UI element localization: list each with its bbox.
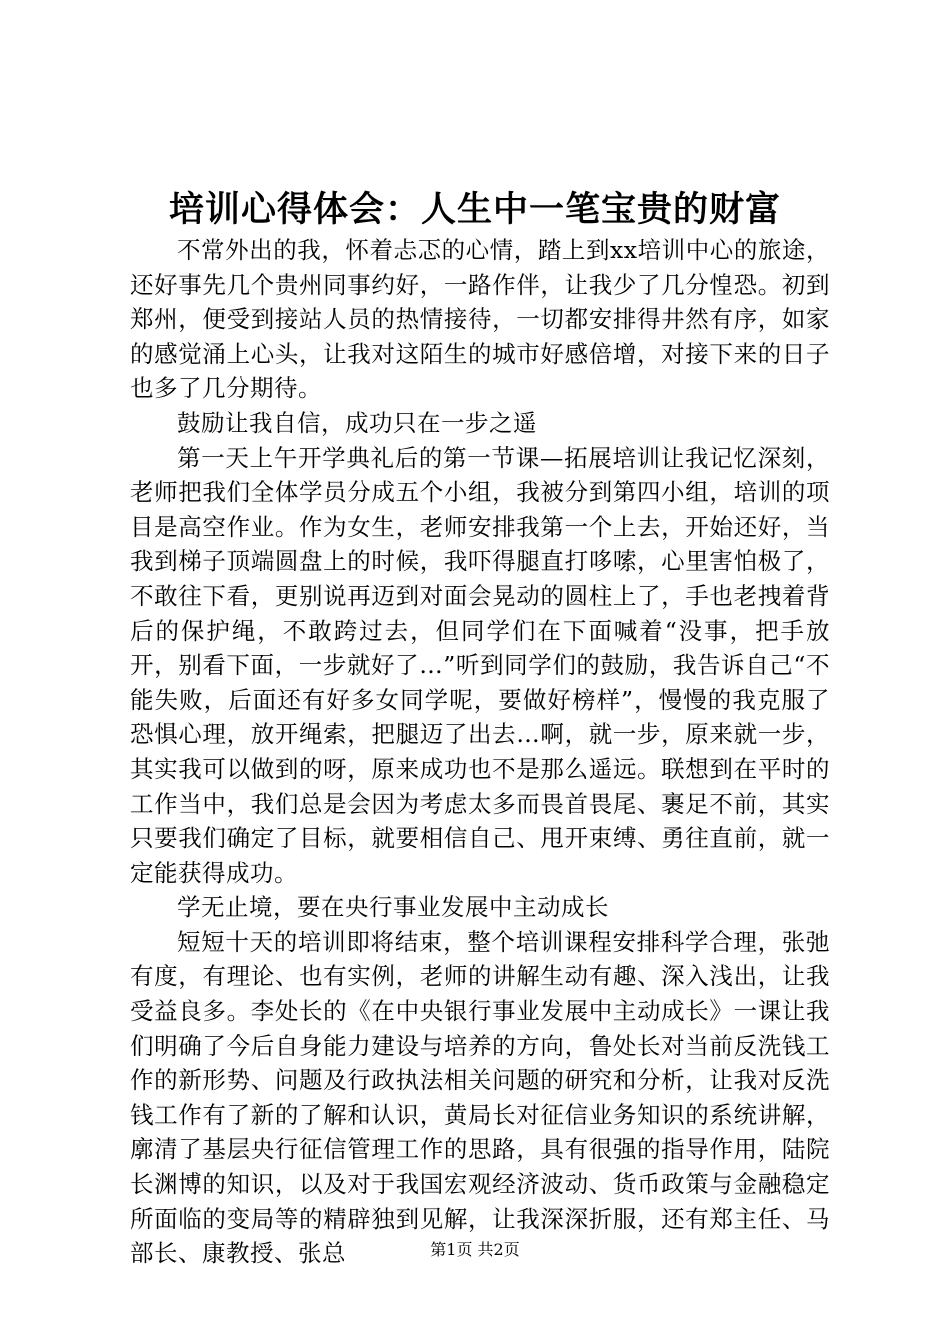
section-heading-encouragement: 鼓励让我自信，成功只在一步之遥 xyxy=(177,408,537,437)
section-heading-learning: 学无止境，要在央行事业发展中主动成长 xyxy=(177,893,609,922)
page-number-footer: 第1页 共2页 xyxy=(430,1240,520,1259)
paragraph-outdoor-training: 第一天上午开学典礼后的第一节课—拓展培训让我记忆深刻，老师把我们全体学员分成五个小组，我被分到第四小组，培训的项目是高空作业。作为女生，老师安排我第一个上去，开始还好，当我到梯子顶端圆盘上的时候，我吓得腿直打哆嗦，心里害怕极了，不敢往下看，更别说再迈到对面会晃动的圆柱上了，手也老拽着背后的保护绳，不敢跨过去，但同学们在下面喊着“没事，把手放开，别看下面，一步就好了…”听到同学们的鼓励，我告诉自己“不能失败，后面还有好多女同学呢，要做好榜样”，慢慢的我克服了恐惧心理，放开绳索，把腿迈了出去…啊，就一步，原来就一步，其实我可以做到的呀，原来成功也不是那么遥远。联想到在平时的工作当中，我们总是会因为考虑太多而畏首畏尾、裹足不前，其实只要我们确定了目标，就要相信自己、甩开束缚、勇往直前，就一定能获得成功。 xyxy=(130,443,830,887)
document-body xyxy=(130,233,830,1271)
paragraph-intro: 不常外出的我，怀着忐忑的心情，踏上到xx培训中心的旅途，还好事先几个贵州同事约好，一路作伴，让我少了几分惶恐。初到郑州，便受到接站人员的热情接待，一切都安排得井然有序，如家的感觉涌上心头，让我对这陌生的城市好感倍增，对接下来的日子也多了几分期待。 xyxy=(130,236,830,403)
document-title: 培训心得体会：人生中一笔宝贵的财富 xyxy=(168,189,781,230)
paragraph-course-review: 短短十天的培训即将结束，整个培训课程安排科学合理，张弛有度，有理论、也有实例，老师的讲解生动有趣、深入浅出，让我受益良多。李处长的《在中央银行事业发展中主动成长》一课让我们明确了今后自身能力建设与培养的方向，鲁处长对当前反洗钱工作的新形势、问题及行政执法相关问题的研究和分析，让我对反洗钱工作有了新的了解和认识，黄局长对征信业务知识的系统讲解，廓清了基层央行征信管理工作的思路，具有很强的指导作用，陆院长渊博的知识，以及对于我国宏观经济波动、货币政策与金融稳定所面临的变局等的精辟独到见解，让我深深折服，还有郑主任、马部长、康教授、张总 xyxy=(130,927,830,1268)
